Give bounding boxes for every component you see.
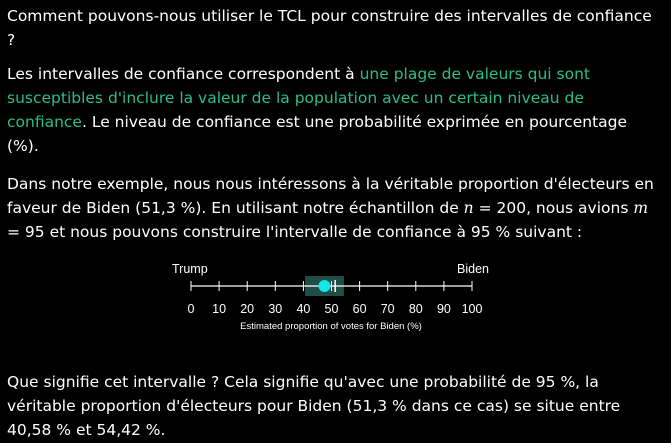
m-variable: m — [633, 199, 649, 217]
definition-rest: . Le niveau de confiance est une probabilité exprimée en pourcentage (%). — [7, 113, 628, 155]
tick-label: 70 — [380, 302, 395, 316]
tick-label: 100 — [461, 302, 483, 316]
trump-label: Trump — [172, 262, 208, 276]
tick-label: 60 — [352, 302, 367, 316]
definition-intro: Les intervalles de confiance correspondent à — [7, 65, 360, 83]
x-axis-label: Estimated proportion of votes for Biden (%) — [240, 321, 422, 332]
definition-highlight: une plage de valeurs qui sont susceptibles d'inclure la valeur de la population avec un certain niveau de confiance — [7, 65, 591, 131]
tick-label: 10 — [212, 302, 227, 316]
n-variable: n — [463, 199, 474, 217]
tick-label: 30 — [268, 302, 283, 316]
number-line-chart — [0, 258, 671, 338]
tick-label: 50 — [324, 302, 339, 316]
example-n-eq: = 200, nous avions — [473, 199, 634, 217]
tick-label: 40 — [296, 302, 311, 316]
tick-labels — [188, 302, 483, 316]
definition-paragraph — [7, 62, 663, 158]
tick-label: 90 — [436, 302, 451, 316]
tick-label: 80 — [408, 302, 423, 316]
conclusion-paragraph: Que signifie cet intervalle ? Cela signifie qu'avec une probabilité de 95 %, la véritable proportion d'électeurs pour Biden (51,3 % dans ce cas) se situe entre 40,58 % et 54,42 %. — [7, 373, 621, 439]
example-paragraph — [7, 172, 663, 244]
biden-label: Biden — [457, 262, 489, 276]
tick-label: 0 — [187, 302, 195, 316]
tick-label: 20 — [240, 302, 255, 316]
example-part1: Dans notre exemple, nous nous intéressons à la véritable proportion d'électeurs en faveur de Biden (51,3 %). En utilisant notre échantillon de — [7, 175, 654, 217]
example-part2: = 95 et nous pouvons construire l'intervalle de confiance à 95 % suivant : — [7, 223, 583, 241]
sample-estimate-dot — [318, 280, 330, 292]
confidence-interval-figure — [0, 258, 671, 338]
question-heading: Comment pouvons-nous utiliser le TCL pour construire des intervalles de confiance ? — [7, 7, 652, 49]
